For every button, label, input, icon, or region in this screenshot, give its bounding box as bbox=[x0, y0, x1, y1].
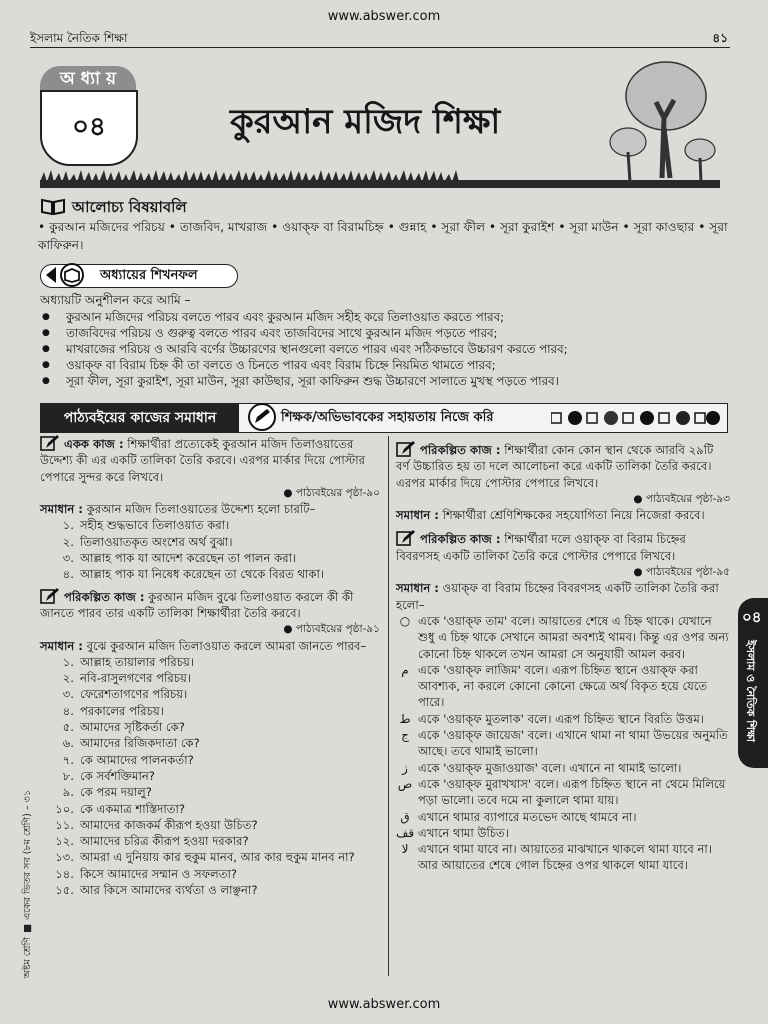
list-item: ৫. আমাদের সৃষ্টিকর্তা কে? bbox=[62, 720, 185, 735]
objectives-list bbox=[40, 309, 730, 389]
task-text: শিক্ষার্থীরা কোন কোন স্থান থেকে আরবি ২৯টি বর্ণ উচ্চারিত হয় তা দলে আলোচনা করে একটি তালিকা তৈরি করবে। এরপর মার্কার দিয়ে পোস্টার পেপারে লিখবে। bbox=[396, 443, 714, 490]
objective-item: ● তাজবিদের পরিচয় ও গুরুত্ব বলতে পারব এবং তাজবিদের সাথে কুরআন মজিদ পড়তে পারব; bbox=[40, 325, 730, 341]
book-badge-icon bbox=[42, 263, 90, 287]
list-item: ط একে 'ওয়াক্‌ফ মুতলাক' বলে। এরূপ চিহ্নিত স্থানে বিরতি উত্তম। bbox=[399, 711, 704, 726]
list-item: ১২. আমাদের চরিত্র কীরূপ হওয়া দরকার? bbox=[55, 834, 249, 849]
objectives-title: অধ্যায়ের শিখনফল bbox=[100, 268, 198, 283]
list-item: ز একে 'ওয়াক্‌ফ মুজাওয়াজ' বলে। এখানে না থামাই ভালো। bbox=[402, 760, 682, 775]
topics-list: • কুরআন মজিদের পরিচয় • তাজবিদ, মাখরাজ • ওয়াক্‌ফ বা বিরামচিহ্ন • গুন্নাহ • সূরা ফীল • সূরা কুরাইশ • সূরা মাউন • সূরা কাওছার • সূরা কাফিরুন। bbox=[38, 220, 728, 252]
writing-hand-icon bbox=[396, 529, 416, 547]
textbook-page-ref: ● পাঠ্যবইয়ের পৃষ্ঠা-৯১ bbox=[283, 623, 380, 636]
margin-footer: অষ্টম শ্রেণি ■ একের ভিতর সব (৮ম শ্রেণি) – ৩১ bbox=[22, 790, 33, 979]
textbook-page-ref: ● পাঠ্যবইয়ের পৃষ্ঠা-৯৩ bbox=[633, 492, 730, 505]
list-item: ১. আল্লাহ তায়ালার পরিচয়। bbox=[62, 654, 195, 669]
list-item: ১৪. কিসে আমাদের সম্মান ও সফলতা? bbox=[55, 866, 238, 881]
task-text: শিক্ষার্থীরা প্রত্যেকেই কুরআন মজিদ তিলাওয়াতের উদ্দেশ্য কী এর একটি তালিকা তৈরি করবে। এরপর মার্কার দিয়ে পোস্টার পেপারে সুন্দর করে লিখবে। bbox=[40, 437, 366, 484]
solution-text: বুঝে কুরআন মজিদ তিলাওয়াত করলে আমরা জানতে পারব– bbox=[86, 638, 367, 653]
grass-divider bbox=[40, 168, 720, 188]
list-item: ৬. আমাদের রিজিকদাতা কে? bbox=[62, 736, 200, 751]
site-watermark-bottom[interactable]: www.abswer.com bbox=[327, 997, 441, 1012]
solution-text: ওয়াক্‌ফ বা বিরাম চিহ্নের বিবরণসহ একটি তালিকা তৈরি করা হলো– bbox=[396, 581, 719, 612]
task-label: পরিকল্পিত কাজ : bbox=[420, 443, 501, 457]
column-divider bbox=[388, 436, 389, 976]
solution-bar-subtitle: শিক্ষক/অভিভাবকের সহায়তায় নিজে করি bbox=[281, 410, 494, 425]
list-item: ৩. ফেরেশতাগণের পরিচয়। bbox=[62, 687, 188, 702]
header-rule bbox=[30, 47, 730, 48]
list-item: ৪. আল্লাহ পাক যা নিষেধ করেছেন তা থেকে বিরত থাকা। bbox=[62, 567, 325, 582]
list-item: ৩. আল্লাহ পাক যা আদেশ করেছেন তা পালন করা। bbox=[62, 551, 297, 566]
objective-item: ● কুরআন মজিদের পরিচয় বলতে পারব এবং কুরআন মজিদ সহীহ করে তিলাওয়াত করতে পারব; bbox=[40, 309, 730, 325]
textbook-page-ref: ● পাঠ্যবইয়ের পৃষ্ঠা-৯৫ bbox=[633, 566, 730, 579]
writing-hand-icon bbox=[40, 587, 60, 605]
list-item: ৪. পরকালের পরিচয়। bbox=[62, 703, 164, 718]
chapter-title: কুরআন মজিদ শিক্ষা bbox=[230, 102, 501, 142]
list-item: ১৫. আর কিসে আমাদের ব্যর্থতা ও লাঞ্ছনা? bbox=[55, 883, 258, 898]
side-tab-text: ইসলাম ও নৈতিক শিক্ষা bbox=[744, 640, 757, 742]
objective-item: ● মাখরাজের পরিচয় ও আরবি বর্ণের উচ্চারণের স্থানগুলো বলতে পারব এবং সঠিকভাবে উচ্চারণ করতে পারব; bbox=[40, 341, 730, 357]
task-text: কুরআন মজিদ বুঝে তিলাওয়াত করলে কী কী জানতে পারব তার একটি তালিকা শিক্ষার্থীরা তৈরি করবে। bbox=[40, 589, 354, 620]
page-number: ৪১ bbox=[712, 31, 728, 45]
list-item: قف এখানে থামা উচিত। bbox=[396, 825, 509, 840]
list-item: ২. নবি-রাসুলগণের পরিচয়। bbox=[62, 671, 192, 686]
task-planned-3 bbox=[396, 529, 730, 873]
pencil-circle-icon bbox=[245, 402, 279, 432]
solution-text: শিক্ষার্থীরা শ্রেণিশিক্ষকের সহযোগিতা নিয়ে নিজেরা করবে। bbox=[442, 508, 705, 523]
objective-item: ● ওয়াক্‌ফ বা বিরাম চিহ্ন কী তা বলতে ও চিনতে পারব এবং বিরাম চিহ্নে নিয়মিত থামতে পারব; bbox=[40, 357, 730, 373]
chapter-badge bbox=[40, 66, 136, 166]
trees-illustration-icon bbox=[608, 58, 726, 186]
site-watermark-top[interactable]: www.abswer.com bbox=[327, 9, 441, 24]
chapter-number: ০৪ bbox=[40, 90, 138, 166]
list-item: ○ একে 'ওয়াক্‌ফ তাম' বলে। আয়াতের শেষে এ চিহ্ন থাকে। যেখানে শুধু এ চিহ্ন থাকে সেখানে আমরা অবশ্যই থামব। কিন্তু এর ওপর অন্য কোনো চিহ্ন থাকলে তখন আমরা সে অনুযায়ী আমল করব। bbox=[399, 613, 729, 661]
task-planned-1 bbox=[40, 587, 380, 899]
writing-hand-icon bbox=[396, 440, 416, 458]
writing-hand-icon bbox=[40, 434, 60, 452]
solution-text: কুরআন মজিদ তিলাওয়াতের উদ্দেশ্য হলো চারটি– bbox=[86, 502, 316, 517]
list-item: م একে 'ওয়াক্‌ফ লাজিম' বলে। এরূপ চিহ্নিত স্থানে ওয়াক্‌ফ করা আবশ্যক, না করলে কোনো কোনো ক্ষেত্রে অর্থ বিকৃত হয়ে যেতে পারে। bbox=[401, 662, 708, 710]
list-item: ৭. কে আমাদের পালনকর্তা? bbox=[62, 752, 194, 767]
list-item: ৮. কে সর্বশক্তিমান? bbox=[62, 768, 155, 783]
solution-bar bbox=[40, 403, 728, 433]
chapter-label: অ ধ্যা য় bbox=[40, 66, 136, 92]
list-item: ১০. কে একমাত্র শাস্তিদাতা? bbox=[55, 801, 185, 816]
list-item: ১৩. আমরা এ দুনিয়ায় কার হুকুম মানব, আর কার হুকুম মানব না? bbox=[55, 850, 355, 865]
solution-label: সমাধান : bbox=[40, 502, 83, 517]
solution-label: সমাধান : bbox=[396, 508, 439, 523]
task-label: পরিকল্পিত কাজ : bbox=[420, 532, 501, 547]
list-item: ৯. কে পরম দয়ালু? bbox=[62, 785, 152, 800]
list-item: ১. সহীহ শুদ্ধভাবে তিলাওয়াত করা। bbox=[62, 518, 230, 533]
textbook-page-ref: ● পাঠ্যবইয়ের পৃষ্ঠা-৯০ bbox=[283, 486, 380, 499]
task-label: একক কাজ : bbox=[64, 437, 124, 451]
solution-label: সমাধান : bbox=[40, 638, 83, 653]
right-column bbox=[396, 440, 730, 874]
open-book-icon bbox=[40, 197, 66, 215]
task-single bbox=[40, 434, 380, 583]
activity-icons bbox=[551, 410, 721, 426]
solution-list bbox=[40, 517, 380, 582]
side-tab-number: ০৪ bbox=[742, 608, 762, 626]
task-label: পরিকল্পিত কাজ : bbox=[64, 589, 145, 604]
waqf-symbol-list bbox=[396, 613, 730, 874]
task-text: শিক্ষার্থীরা দলে ওয়াক্‌ফ বা বিরাম চিহ্নের বিবরণসহ একটি তালিকা তৈরি করে পোস্টার পেপারে লিখবে। bbox=[396, 532, 686, 563]
list-item: ১১. আমাদের কাজকর্ম কীরূপ হওয়া উচিত? bbox=[55, 817, 258, 832]
list-item: ص একে 'ওয়াক্‌ফ মুরাখখাস' বলে। এরূপ চিহ্নিত স্থানে না থেমে মিলিয়ে পড়া ভালো। তবে দমে না কুলালে থামা যায়। bbox=[397, 776, 726, 808]
topics-title: আলোচ্য বিষয়াবলি bbox=[72, 198, 187, 216]
left-column bbox=[40, 434, 380, 898]
list-item: ২. তিলাওয়াতকৃত অংশের অর্থ বুঝা। bbox=[62, 534, 233, 549]
task-planned-2 bbox=[396, 440, 730, 523]
list-item: لا এখানে থামা যাবে না। আয়াতের মাঝখানে থাকলে থামা যাবে না। আর আয়াতের শেষে গোল চিহ্নের ওপর থাকলে থামা যাবে। bbox=[401, 842, 712, 873]
list-item: ج একে 'ওয়াক্‌ফ জায়েজ' বলে। এখানে থামা না থামা উভয়ের অনুমতি আছে। তবে থামাই ভালো। bbox=[401, 728, 728, 759]
list-item: ق এখানে থামার ব্যাপারে মতভেদ আছে থামবে না। bbox=[400, 809, 637, 824]
solution-label: সমাধান : bbox=[396, 581, 439, 596]
objectives-intro: অধ্যায়টি অনুশীলন করে আমি – bbox=[40, 293, 191, 307]
objective-item: ● সূরা ফীল, সূরা কুরাইশ, সূরা মাউন, সূরা কাউছার, সূরা কাফিরুন শুদ্ধ উচ্চারণে সালাতে মুখস্থ পড়তে পারব। bbox=[40, 373, 730, 389]
solution-bar-title: পাঠ্যবইয়ের কাজের সমাধান bbox=[41, 404, 239, 432]
objectives-heading bbox=[40, 264, 240, 288]
book-title: ইসলাম নৈতিক শিক্ষা bbox=[30, 31, 128, 45]
solution-list bbox=[40, 654, 380, 898]
